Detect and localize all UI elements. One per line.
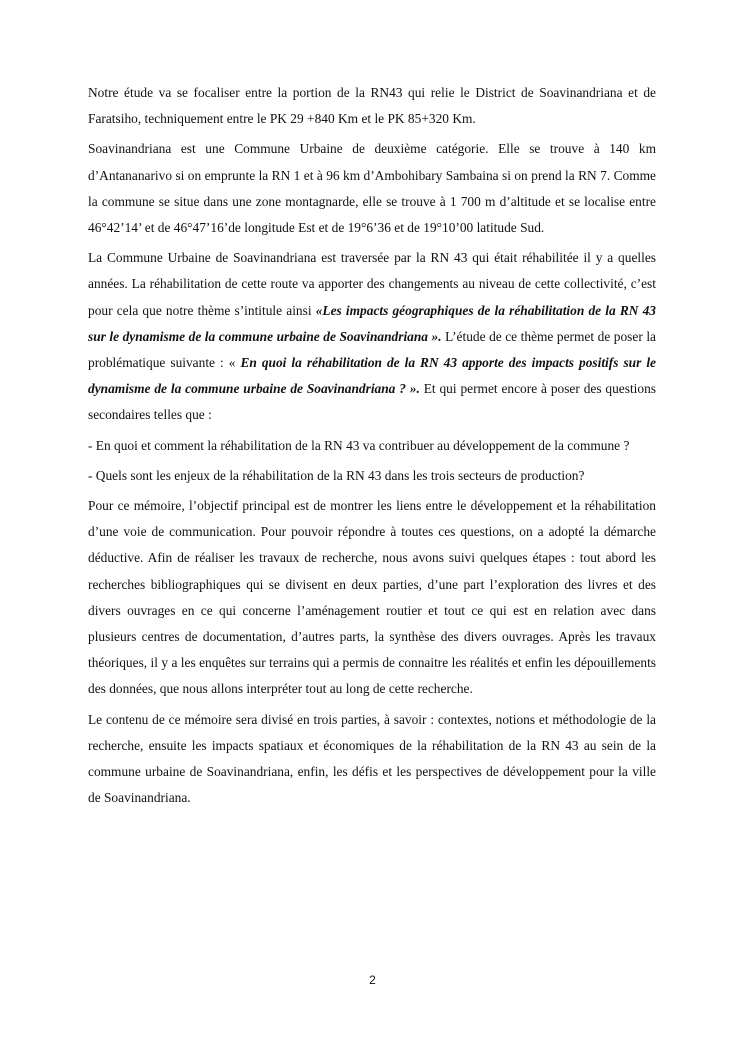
paragraph-outline: Le contenu de ce mémoire sera divisé en trois parties, à savoir : contextes, notions et méthodologie de la recherche, ensuite les impacts spatiaux et économiques de la réhabilitation de la RN 43 au sein de la commune urbaine de Soavinandriana, enfin, les défis et les perspectives de développement pour la ville de Soavinandriana. [88,711,656,806]
problematic-text-2: L’étude de ce thème permet de poser la problématique suivante : « [88,328,656,371]
paragraph-methodology: Pour ce mémoire, l’objectif principal est de montrer les liens entre le développement et la réhabilitation d’une voie de communication. Pour pouvoir répondre à toutes ces questions, on a adopté la démarche déductive. Afin de réaliser les travaux de recherche, nous avons suivi quelques étapes : tout abord les recherches bibliographiques qui se divisent en deux parties, d’une part l’exploration des livres et des divers ouvrages en ce qui concerne l’aménagement routier et tout ce qui est en relation avec dans plusieurs centres de documentation, d’autres parts, la synthèse des divers ouvrages. Après les travaux théoriques, il y a les enquêtes sur terrains qui a permis de connaitre les réalités et enfin les dépouillements des données, que nous allons interpréter tout au long de cette recherche. [88,498,656,697]
paragraph-study-scope: Notre étude va se focaliser entre la portion de la RN43 qui relie le District de Soavinandriana et de Faratsiho, techniquement entre le PK 29 +840 Km et le PK 85+320 Km. [88,85,656,127]
document-body [88,80,656,815]
secondary-question-1: - En quoi et comment la réhabilitation de la RN 43 va contribuer au développement de la commune ? [88,437,630,453]
paragraph-commune-location: Soavinandriana est une Commune Urbaine de deuxième catégorie. Elle se trouve à 140 km d’Antananarivo si on emprunte la RN 1 et à 96 km d’Ambohibary Sambaina si on prend la RN 7. Comme la commune se situe dans une zone montagnarde, elle se trouve à 1 700 m d’altitude et se localise entre 46°42’14’ et de 46°47’16’de longitude Est et de 19°6’36 et de 19°10’00 latitude Sud. [88,141,656,236]
page-number: 2 [369,973,376,987]
paragraph-problematic [88,245,656,428]
thesis-title: «Les impacts géographiques de la réhabilitation de la RN 43 sur le dynamisme de la commune urbaine de Soavinandriana ». [88,302,656,344]
problematic-text-3: Et qui permet encore à poser des questions secondaires telles que : [88,381,656,423]
secondary-question-2: - Quels sont les enjeux de la réhabilitation de la RN 43 dans les trois secteurs de production? [88,467,585,483]
problematic-text-1: La Commune Urbaine de Soavinandriana est traversée par la RN 43 qui était réhabilitée il y a quelles années. La réhabilitation de cette route va apporter des changements au niveau de cette collectivité, c’est pour cela que notre thème s’intitule ainsi [88,250,656,318]
main-question: En quoi la réhabilitation de la RN 43 apporte des impacts positifs sur le dynamisme de la commune urbaine de Soavinandriana ? ». [88,355,656,397]
